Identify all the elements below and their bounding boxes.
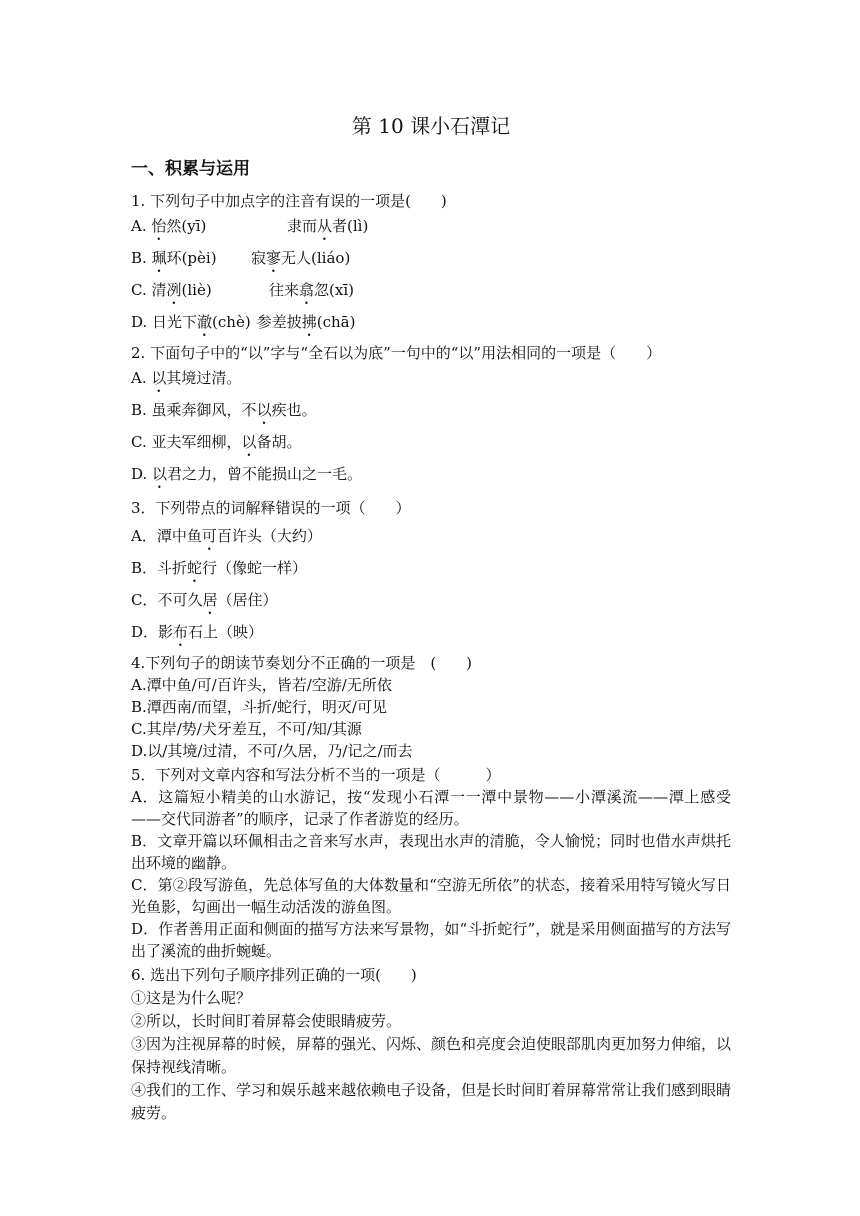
question-5-option-b: B．文章开篇以环佩相击之音来写水声，表现出水声的清脆，令人愉悦；同时也借水声烘托出环境的幽静。 [131,832,731,872]
question-2-option-a [131,364,731,396]
option-text: B. [131,249,152,267]
document-page [131,110,731,1127]
dotted-char: 翕 [299,281,315,299]
option-text: 石上（映） [188,623,264,641]
section-heading: 一、积累与运用 [131,159,250,179]
option-text: A. [131,217,152,235]
dotted-char: 以 [256,401,272,419]
option-text: A. [131,369,152,387]
option-text: 环(pèi) [166,249,217,267]
option-text: 君之力，曾不能损山之一毛。 [167,465,363,483]
question-4-option-d: D.以/其境/过清，不可/久居，乃/记之/而去 [131,742,413,760]
dotted-char: 以 [151,369,167,387]
option-text: A．潭中鱼 [131,527,202,545]
question-1-stem: 1. 下列句子中加点字的注音有误的一项是( ) [131,192,447,210]
option-text: (liè) [181,281,212,299]
dotted-char: 珮 [151,249,167,267]
option-text: （居住） [217,591,278,609]
question-2-option-d [131,460,731,492]
question-5-option-d: D．作者善用正面和侧面的描写方法来写景物，如“斗折蛇行”，就是采用侧面描写的方法写出了溪流的曲折蜿蜒。 [131,920,731,960]
question-6-item-3: ③因为注视屏幕的时候，屏幕的强光、闪烁、颜色和亮度会迫使眼部肌肉更加努力伸缩，以保持视线清晰。 [131,1035,732,1076]
option-text: 疾也。 [271,401,317,419]
option-text: 然(yī) [166,217,207,235]
option-text: 者(lì) [332,217,369,235]
question-5-stem: 5．下列对文章内容和写法分析不当的一项是（ ） [131,766,501,784]
dotted-char: 布 [173,623,189,641]
option-text: 行（像蛇一样） [202,559,308,577]
option-text: C. 亚夫军细柳， [131,433,242,451]
question-6-stem: 6. 选出下列句子顺序排列正确的一项( ) [131,966,417,984]
option-text: 隶而 [287,217,318,235]
question-3-option-a [131,522,731,554]
question-5 [131,764,731,962]
option-text: 百许头（大约） [216,527,322,545]
question-3-option-d [131,618,731,650]
question-4 [131,652,731,762]
question-4-option-a: A.潭中鱼/可/百许头，皆若/空游/无所依 [131,676,392,694]
question-6-item-4: ④我们的工作、学习和娱乐越来越依赖电子设备，但是长时间盯着屏幕常常让我们感到眼睛疲劳。 [131,1081,732,1122]
dotted-char: 从 [317,217,333,235]
option-text: 备胡。 [256,433,302,451]
dotted-char: 居 [202,591,218,609]
question-4-stem: 4.下列句子的朗读节奏划分不正确的一项是 ( ) [131,654,473,672]
question-2-stem: 2. 下面句子中的“以”字与“全石以为底”一句中的“以”用法相同的一项是（ ） [131,344,662,362]
question-4-option-b: B.潭西南/而望，斗折/蛇行，明灭/可见 [131,698,387,716]
question-6-item-1: ①这是为什么呢？ [131,989,252,1007]
question-6 [131,964,731,1125]
doc-title: 第 10 课小石潭记 [351,114,511,138]
question-3-option-b [131,554,731,586]
option-text: 其境过清。 [166,369,242,387]
question-1-option-c [131,276,731,308]
question-1 [131,190,731,340]
dotted-char: 怡 [151,217,167,235]
option-text: 无人(liáo) [281,249,351,267]
option-text: (chè) [212,313,251,331]
question-4-option-c: C.其岸/势/犬牙差互，不可/知/其源 [131,720,362,738]
dotted-char: 澈 [197,313,213,331]
question-1-option-b [131,244,731,276]
question-5-option-c: C．第②段写游鱼，先总体写鱼的大体数量和“空游无所依”的状态，接着采用特写镜火写日光鱼影，勾画出一幅生动活泼的游鱼图。 [131,876,731,916]
question-2-option-c [131,428,731,460]
question-5-option-a: A．这篇短小精美的山水游记，按“发现小石潭一一潭中景物——小潭溪流——潭上感受——交代同游者”的顺序，记录了作者游览的经历。 [131,788,731,828]
dotted-char: 冽 [166,281,182,299]
question-1-option-d [131,308,731,340]
option-text: B．斗折 [131,559,188,577]
option-text: 忽(xī) [314,281,354,299]
dotted-char: 可 [201,527,217,545]
option-text: (chā) [316,313,356,331]
option-text: B. 虽乘奔御风，不 [131,401,257,419]
option-text: C. 清 [131,281,167,299]
option-text: D. 日光下 [131,313,198,331]
option-text: D. [131,465,153,483]
option-text: 参差披 [256,313,302,331]
option-text: D．影 [131,623,174,641]
dotted-char: 拂 [301,313,317,331]
question-6-item-2: ②所以，长时间盯着屏幕会使眼睛疲劳。 [131,1012,402,1030]
option-text: 往来 [269,281,300,299]
option-text: 寂 [251,249,267,267]
dotted-char: 寥 [266,249,282,267]
question-2 [131,342,731,492]
question-3-stem: 3．下列带点的词解释错误的一项（ ） [131,499,411,517]
dotted-char: 蛇 [187,559,203,577]
dotted-char: 以 [241,433,257,451]
dotted-char: 以 [152,465,168,483]
question-3-option-c [131,586,731,618]
question-3 [131,494,731,650]
question-1-option-a [131,213,731,244]
option-text: C．不可久 [131,591,203,609]
question-2-option-b [131,396,731,428]
